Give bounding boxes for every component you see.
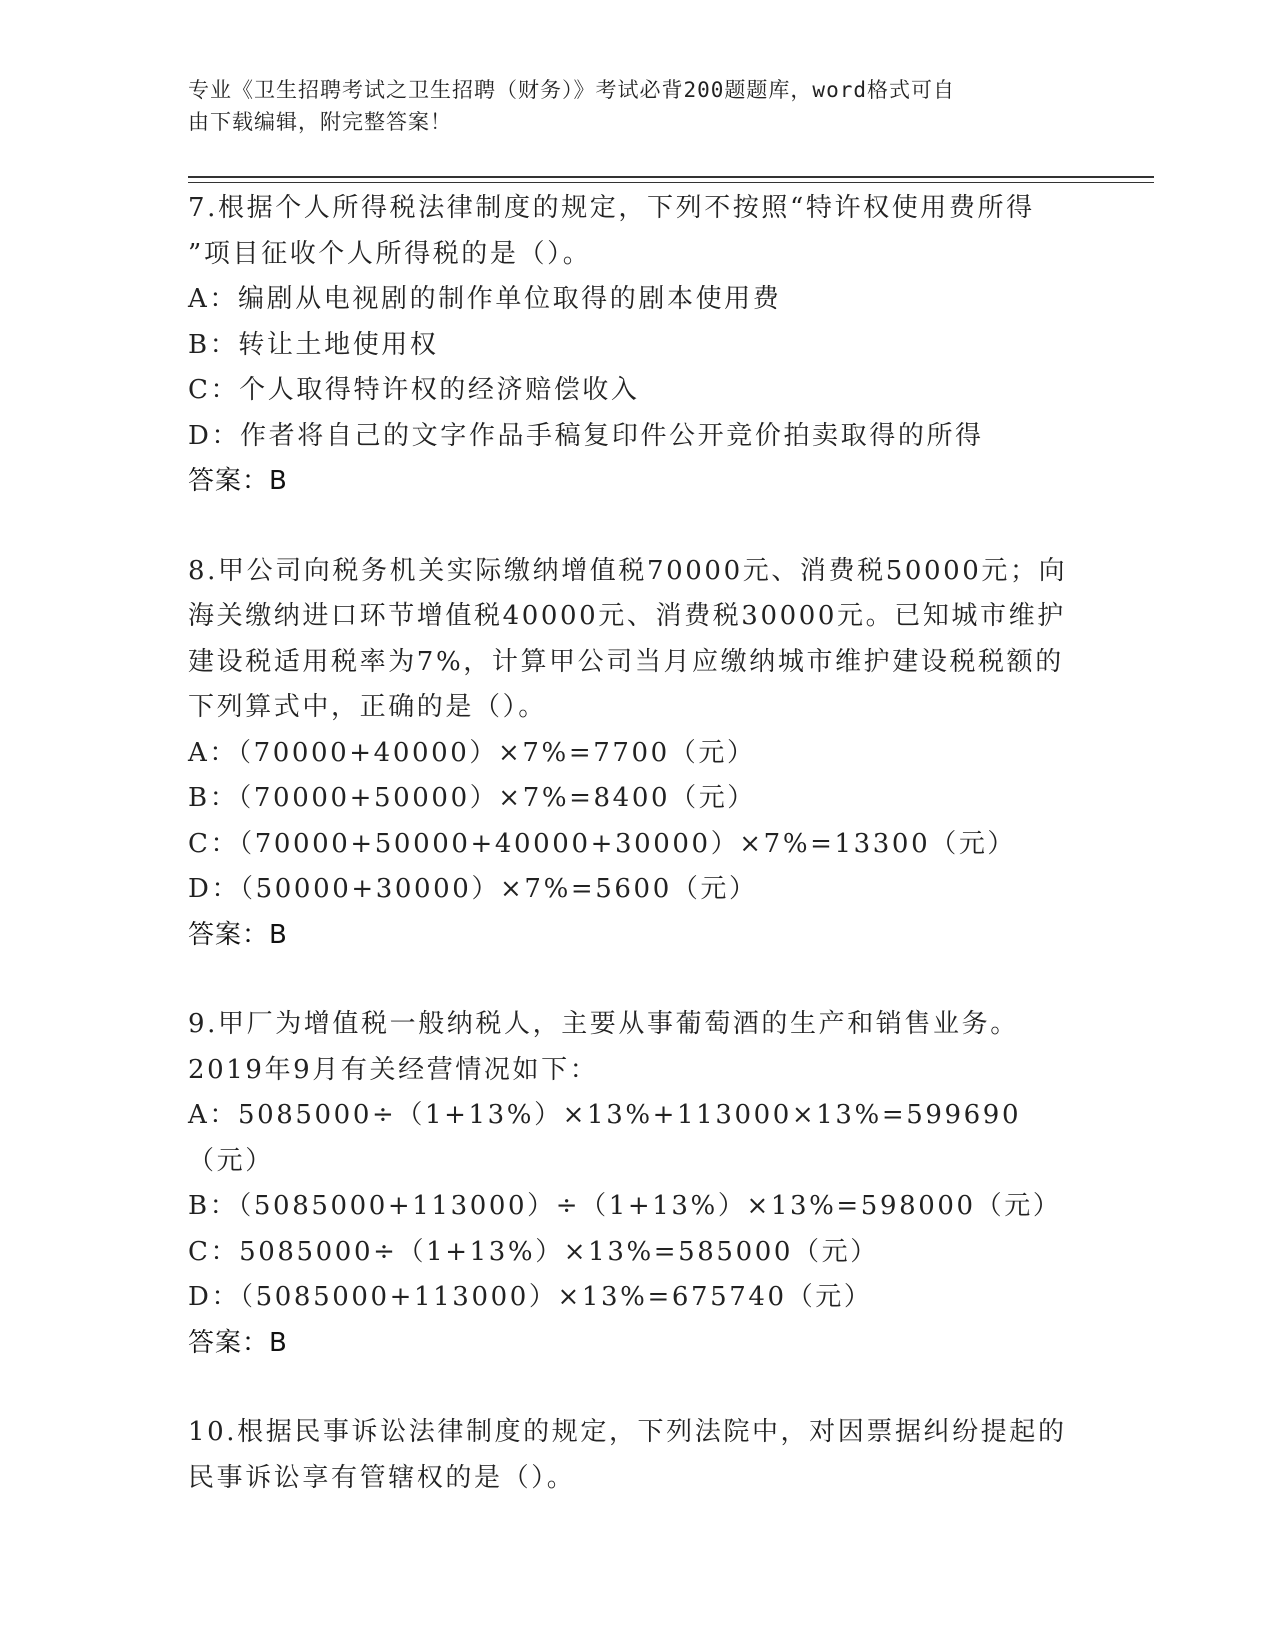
- question-text-line: 9.甲厂为增值税一般纳税人，主要从事葡萄酒的生产和销售业务。: [188, 1009, 1019, 1039]
- answer-label: 答案：B: [188, 466, 288, 496]
- question-text-line: 海关缴纳进口环节增值税40000元、消费税30000元。已知城市维护: [188, 601, 1066, 631]
- question-7: [188, 186, 1088, 505]
- option-c: C：个人取得特许权的经济赔偿收入: [188, 375, 640, 405]
- question-list: [188, 186, 1088, 1545]
- option-c: C：（70000+50000+40000+30000）×7%=13300（元）: [188, 828, 1017, 859]
- question-text-line: ”项目征收个人所得税的是（）。: [188, 238, 592, 269]
- header-divider-thick: [188, 176, 1154, 178]
- question-text-line: 8.甲公司向税务机关实际缴纳增值税70000元、消费税50000元；向: [188, 555, 1068, 586]
- question-9: [188, 1002, 1088, 1366]
- option-a: A：编剧从电视剧的制作单位取得的剧本使用费: [188, 284, 782, 314]
- question-text-line: 7.根据个人所得税法律制度的规定，下列不按照“特许权使用费所得: [188, 193, 1035, 223]
- option-c: C：5085000÷（1+13%）×13%=585000（元）: [188, 1236, 879, 1267]
- question-text-line: 建设税适用税率为7%，计算甲公司当月应缴纳城市维护建设税税额的: [188, 646, 1064, 677]
- option-a: A：（70000+40000）×7%=7700（元）: [188, 737, 756, 768]
- question-text-line: 2019年9月有关经营情况如下：: [188, 1054, 599, 1085]
- header-line-2: 由下载编辑，附完整答案！: [188, 110, 452, 134]
- header-line-1: 专业《卫生招聘考试之卫生招聘（财务）》考试必背200题题库，word格式可自: [188, 78, 955, 102]
- option-b: B：（70000+50000）×7%=8400（元）: [188, 783, 756, 813]
- question-text-line: 民事诉讼享有管辖权的是（）。: [188, 1462, 576, 1493]
- option-d: D：（5085000+113000）×13%=675740（元）: [188, 1282, 873, 1312]
- header-divider-thin: [188, 182, 1154, 183]
- answer-label: 答案：B: [188, 919, 288, 950]
- answer-label: 答案：B: [188, 1327, 288, 1358]
- question-8: [188, 549, 1088, 959]
- option-b: B：（5085000+113000）÷（1+13%）×13%=598000（元）: [188, 1191, 1062, 1221]
- question-text-line: 10.根据民事诉讼法律制度的规定，下列法院中，对因票据纠纷提起的: [188, 1417, 1067, 1447]
- option-d: D：（50000+30000）×7%=5600（元）: [188, 874, 758, 904]
- question-10: [188, 1410, 1088, 1501]
- document-header: [188, 74, 1068, 138]
- option-a: A：5085000÷（1+13%）×13%+113000×13%=599690（元）: [188, 1100, 1022, 1176]
- option-b: B：转让土地使用权: [188, 329, 439, 360]
- option-d: D：作者将自己的文字作品手稿复印件公开竞价拍卖取得的所得: [188, 420, 984, 451]
- question-text-line: 下列算式中，正确的是（）。: [188, 692, 547, 722]
